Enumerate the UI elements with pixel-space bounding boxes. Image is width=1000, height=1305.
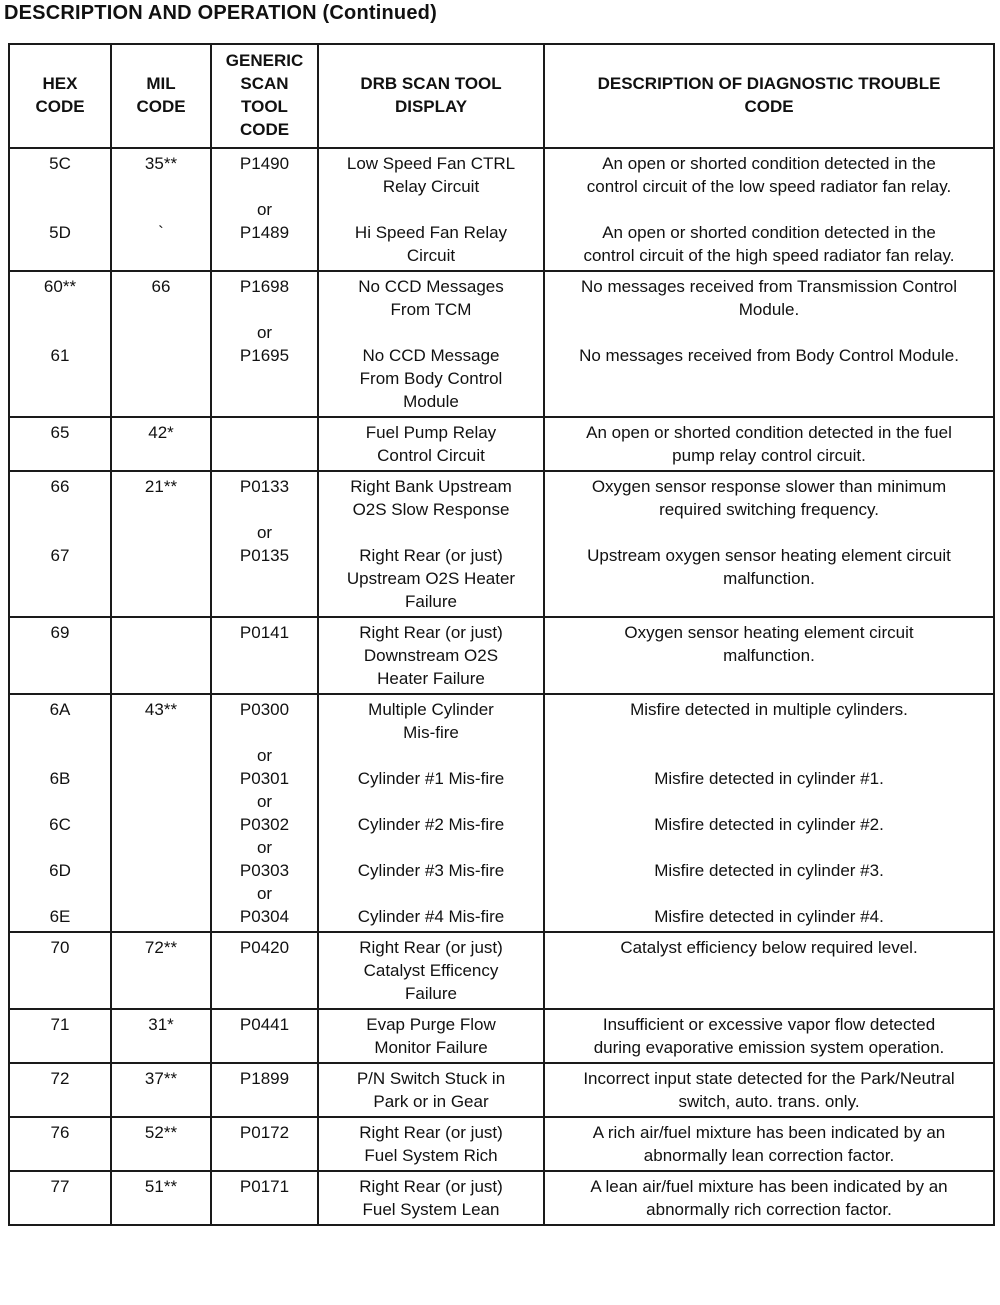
desc-line: No messages received from Transmission Control [580,277,958,296]
generic-code-cell [211,1117,318,1171]
hex-line [14,298,106,321]
page-title: DESCRIPTION AND OPERATION (Continued) [4,2,437,24]
desc-line: malfunction. [723,646,815,665]
mil-code-cell [111,932,211,1009]
mil-line: 52** [144,1123,178,1142]
desc-line: abnormally lean correction factor. [643,1146,895,1165]
header-description [544,44,994,148]
drb-line: Right Rear (or just) [359,938,503,957]
mil-line: 21** [144,477,178,496]
generic-line: or [256,746,273,765]
desc-line: Catalyst efficiency below required level. [620,938,918,957]
description-cell [544,694,994,932]
table-row [9,694,994,932]
drb-line: From TCM [390,300,472,319]
desc-line: control circuit of the low speed radiator fan relay. [586,177,952,196]
mil-line [116,621,206,644]
desc-line [549,198,989,221]
desc-line: A rich air/fuel mixture has been indicated by an [592,1123,946,1142]
drb-display-cell [318,1117,544,1171]
drb-line: Cylinder #1 Mis-fire [357,769,505,788]
hex-line [14,790,106,813]
hex-line: 6A [49,700,71,719]
drb-line: Right Rear (or just) [359,1123,503,1142]
desc-line: Misfire detected in cylinder #3. [654,861,884,880]
drb-line [323,321,539,344]
drb-line: Failure [405,592,457,611]
hex-line: 76 [50,1123,70,1142]
desc-line: No messages received from Body Control Module. [579,346,959,365]
desc-line: Oxygen sensor response slower than minimum [591,477,947,496]
drb-line: Cylinder #2 Mis-fire [357,815,505,834]
mil-code-cell [111,148,211,271]
hex-line: 6B [49,769,71,788]
desc-line: control circuit of the high speed radiator fan relay. [583,246,955,265]
description-cell [544,617,994,694]
generic-line: P0420 [239,938,290,957]
header-drb-scan-tool-display [318,44,544,148]
hex-line [14,521,106,544]
drb-line: Right Rear (or just) [359,546,503,565]
mil-code-cell [111,471,211,617]
desc-line: An open or shorted condition detected in the [602,223,936,242]
generic-line [216,298,313,321]
drb-display-cell [318,1171,544,1225]
generic-code-cell [211,271,318,417]
mil-code-cell [111,417,211,471]
table-row [9,148,994,271]
hex-line: 69 [50,623,70,642]
mil-line: 51** [144,1177,178,1196]
mil-line: ` [158,223,164,242]
drb-line: Downstream O2S [363,646,499,665]
description-cell [544,1009,994,1063]
generic-line: or [256,884,273,903]
desc-line [549,882,989,905]
generic-line [216,175,313,198]
desc-line: A lean air/fuel mixture has been indicated by an [590,1177,948,1196]
description-cell [544,417,994,471]
drb-line [323,836,539,859]
desc-line [549,321,989,344]
desc-line [549,836,989,859]
hex-code-cell [9,148,111,271]
mil-code-cell [111,617,211,694]
description-cell [544,148,994,271]
desc-line [549,721,989,744]
drb-line: P/N Switch Stuck in [356,1069,506,1088]
desc-line: Oxygen sensor heating element circuit [624,623,914,642]
table-row [9,617,994,694]
drb-line: Fuel System Rich [364,1146,498,1165]
generic-line: P0141 [239,623,290,642]
hex-code-cell [9,1009,111,1063]
hex-line: 66 [50,477,70,496]
description-cell [544,1117,994,1171]
hex-code-cell [9,1117,111,1171]
generic-line: or [256,838,273,857]
drb-line: Failure [405,984,457,1003]
mil-line: 43** [144,700,178,719]
generic-code-cell [211,148,318,271]
desc-line: Misfire detected in cylinder #2. [654,815,884,834]
header-generic-line: CODE [239,120,290,139]
desc-line: pump relay control circuit. [672,446,866,465]
generic-line: P1490 [239,154,290,173]
generic-code-cell [211,932,318,1009]
hex-line: 72 [50,1069,70,1088]
generic-code-cell [211,1063,318,1117]
mil-line [116,175,206,198]
generic-line: or [256,792,273,811]
hex-line: 67 [50,546,70,565]
hex-line: 61 [50,346,70,365]
drb-line [323,521,539,544]
mil-line: 72** [144,938,178,957]
desc-line: Misfire detected in multiple cylinders. [630,700,908,719]
drb-line: Multiple Cylinder [368,700,494,719]
generic-line: P0301 [239,769,290,788]
mil-line: 42* [148,423,174,442]
hex-code-cell [9,932,111,1009]
drb-line: Monitor Failure [374,1038,488,1057]
desc-line: Upstream oxygen sensor heating element circuit [587,546,951,565]
mil-code-cell [111,1009,211,1063]
table-row [9,1117,994,1171]
drb-line: Park or in Gear [373,1092,489,1111]
drb-line: Right Bank Upstream [350,477,512,496]
desc-line: Module. [738,300,800,319]
drb-line: No CCD Message [362,346,500,365]
drb-line [323,790,539,813]
generic-line: or [256,523,273,542]
table-row [9,1171,994,1225]
generic-line: P0300 [239,700,290,719]
header-generic-line: GENERIC [225,51,304,70]
header-desc-line: DESCRIPTION OF DIAGNOSTIC TROUBLE [597,74,941,93]
generic-line [216,721,313,744]
drb-line: Catalyst Efficency [363,961,499,980]
generic-line: P1899 [239,1069,290,1088]
hex-line: 6D [49,861,71,880]
header-mil-code [111,44,211,148]
hex-line [14,498,106,521]
drb-line: Relay Circuit [382,177,480,196]
drb-display-cell [318,271,544,417]
hex-line [14,744,106,767]
hex-code-cell [9,617,111,694]
description-cell [544,1171,994,1225]
generic-line: P0303 [239,861,290,880]
description-cell [544,932,994,1009]
hex-line: 5C [49,154,71,173]
desc-line: malfunction. [723,569,815,588]
drb-line: Fuel Pump Relay [365,423,497,442]
header-mil-line: MIL [146,74,176,93]
drb-line: Heater Failure [377,669,485,688]
header-generic-line: TOOL [241,97,288,116]
hex-line: 6C [49,815,71,834]
hex-code-cell [9,1063,111,1117]
generic-line: or [256,323,273,342]
generic-code-cell [211,471,318,617]
mil-code-cell [111,1171,211,1225]
generic-line: P1695 [239,346,290,365]
table-row [9,471,994,617]
drb-line: Module [403,392,459,411]
generic-line: P1489 [239,223,290,242]
mil-code-cell [111,1063,211,1117]
mil-line: 31* [148,1015,174,1034]
drb-line: No CCD Messages [358,277,504,296]
hex-code-cell [9,271,111,417]
mil-line [116,198,206,221]
drb-line: Fuel System Lean [362,1200,500,1219]
generic-line: or [256,200,273,219]
drb-display-cell [318,1063,544,1117]
drb-line: Cylinder #3 Mis-fire [357,861,505,880]
drb-display-cell [318,694,544,932]
desc-line: Incorrect input state detected for the Park/Neutral [583,1069,955,1088]
mil-code-cell [111,271,211,417]
description-cell [544,271,994,417]
hex-line: 60** [43,277,77,296]
desc-line: required switching frequency. [659,500,879,519]
desc-line: An open or shorted condition detected in the [602,154,936,173]
generic-line: P0304 [239,907,290,926]
header-drb-line: DISPLAY [394,97,468,116]
hex-line: 6E [49,907,71,926]
drb-line [323,744,539,767]
generic-line: P0302 [239,815,290,834]
drb-display-cell [318,1009,544,1063]
hex-line [14,321,106,344]
drb-line: Control Circuit [377,446,485,465]
drb-line: Right Rear (or just) [359,1177,503,1196]
dtc-table-body [9,148,994,1225]
header-generic-scan-tool-code [211,44,318,148]
hex-code-cell [9,1171,111,1225]
drb-line: From Body Control [359,369,503,388]
hex-line [14,882,106,905]
drb-display-cell [318,417,544,471]
hex-line [14,198,106,221]
hex-line: 65 [50,423,70,442]
desc-line: Misfire detected in cylinder #1. [654,769,884,788]
generic-line: P0171 [239,1177,290,1196]
mil-code-cell [111,1117,211,1171]
dtc-table [8,43,995,1226]
generic-line: P0133 [239,477,290,496]
drb-line: Circuit [406,246,456,265]
desc-line [549,521,989,544]
generic-line [216,498,313,521]
mil-line: 35** [144,154,178,173]
header-mil-line: CODE [136,97,186,116]
hex-line [14,836,106,859]
drb-display-cell [318,148,544,271]
desc-line [549,744,989,767]
drb-line: Evap Purge Flow [366,1015,496,1034]
desc-line: An open or shorted condition detected in the fuel [586,423,952,442]
generic-line [216,421,313,444]
header-hex-line: HEX [42,74,78,93]
generic-code-cell [211,1171,318,1225]
drb-display-cell [318,932,544,1009]
header-desc-line: CODE [744,97,794,116]
hex-line: 5D [49,223,71,242]
hex-line: 71 [50,1015,70,1034]
header-hex-code [9,44,111,148]
desc-line: abnormally rich correction factor. [646,1200,892,1219]
hex-line: 77 [50,1177,70,1196]
generic-line: P0441 [239,1015,290,1034]
table-row [9,932,994,1009]
drb-display-cell [318,471,544,617]
drb-line: O2S Slow Response [352,500,510,519]
drb-line: Upstream O2S Heater [346,569,516,588]
table-row [9,271,994,417]
description-cell [544,471,994,617]
header-hex-line: CODE [35,97,85,116]
hex-code-cell [9,694,111,932]
generic-line: P1698 [239,277,290,296]
generic-code-cell [211,694,318,932]
generic-line: P0172 [239,1123,290,1142]
drb-line [323,198,539,221]
generic-line: P0135 [239,546,290,565]
desc-line: Misfire detected in cylinder #4. [654,907,884,926]
hex-code-cell [9,417,111,471]
header-drb-line: DRB SCAN TOOL [360,74,502,93]
table-row [9,1063,994,1117]
desc-line: during evaporative emission system operation. [593,1038,945,1057]
drb-line: Low Speed Fan CTRL [346,154,516,173]
header-generic-line: SCAN [240,74,289,93]
drb-line: Mis-fire [403,723,459,742]
generic-code-cell [211,417,318,471]
drb-line [323,882,539,905]
mil-code-cell [111,694,211,932]
desc-line [549,790,989,813]
generic-code-cell [211,617,318,694]
drb-line: Cylinder #4 Mis-fire [357,907,505,926]
hex-line: 70 [50,938,70,957]
table-row [9,1009,994,1063]
hex-line [14,721,106,744]
dtc-table-header [9,44,994,148]
description-cell [544,1063,994,1117]
hex-line [14,175,106,198]
drb-line: Hi Speed Fan Relay [354,223,508,242]
generic-code-cell [211,1009,318,1063]
mil-line: 66 [151,277,171,296]
drb-display-cell [318,617,544,694]
mil-line: 37** [144,1069,178,1088]
desc-line: switch, auto. trans. only. [678,1092,860,1111]
header-row [9,44,994,148]
hex-code-cell [9,471,111,617]
desc-line: Insufficient or excessive vapor flow detected [602,1015,936,1034]
drb-line: Right Rear (or just) [359,623,503,642]
table-row [9,417,994,471]
